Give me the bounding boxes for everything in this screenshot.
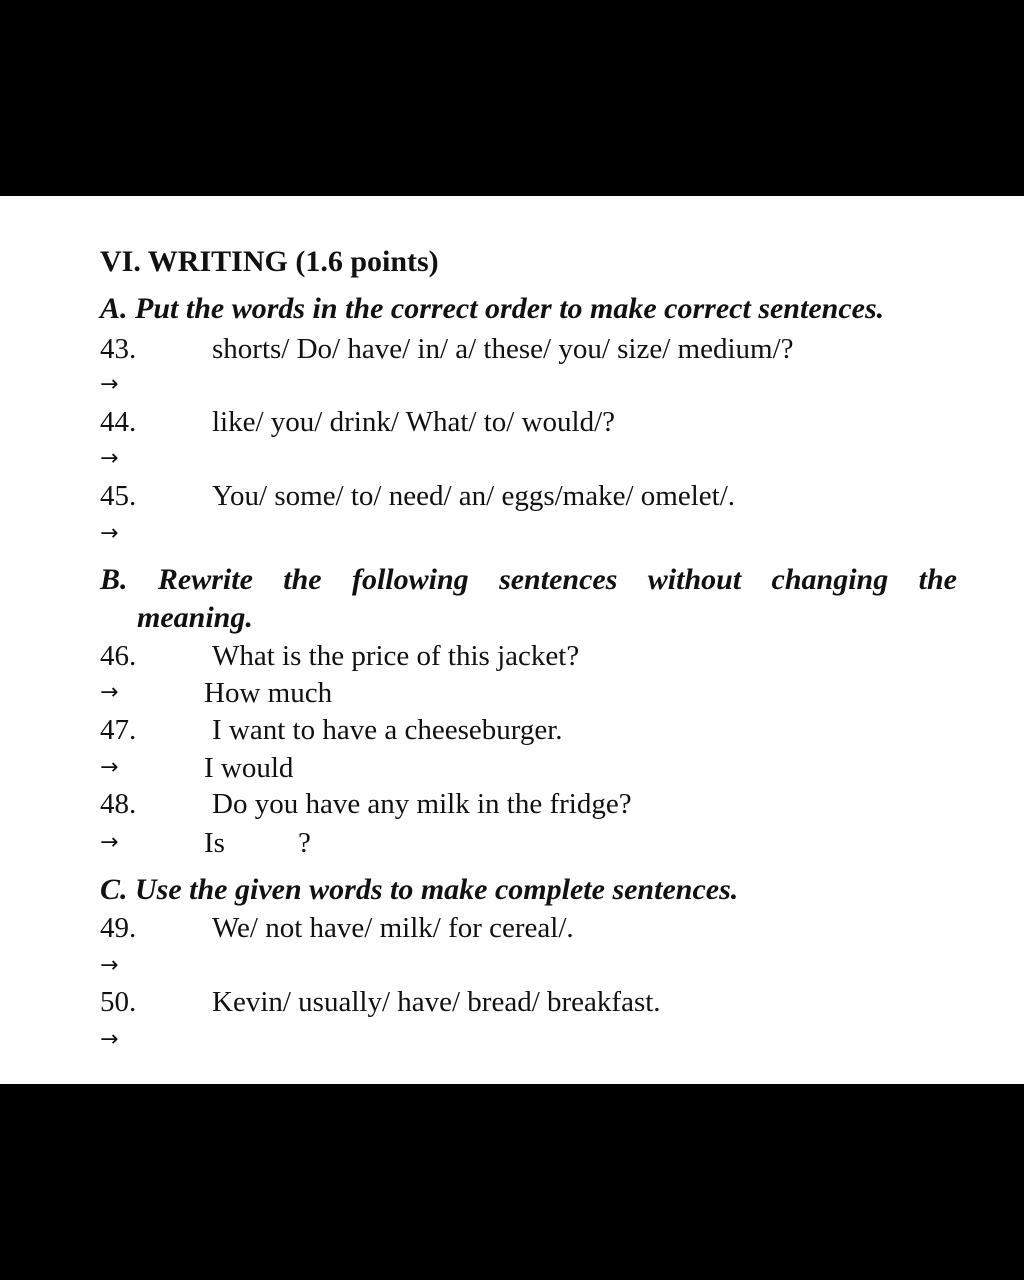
answer-arrow-44: → — [100, 446, 119, 471]
answer-arrow-49: → — [100, 953, 119, 978]
question-text-45: You/ some/ to/ need/ an/ eggs/make/ omelet/. — [212, 480, 736, 512]
question-number-44: 44. — [100, 406, 137, 438]
question-number-50: 50. — [100, 986, 137, 1018]
question-number-46: 46. — [100, 640, 137, 672]
answer-arrow-43: → — [100, 372, 119, 397]
section-b-title-word: B. — [100, 563, 128, 596]
answer-arrow-48: → — [100, 830, 119, 855]
answer-arrow-45: → — [100, 521, 119, 546]
answer-arrow-47: → — [100, 755, 119, 780]
section-a-title: A. Put the words in the correct order to make correct sentences. — [100, 292, 885, 325]
section-b-title-word: sentences — [499, 563, 618, 596]
question-number-47: 47. — [100, 714, 137, 746]
section-b-title-word: following — [351, 563, 469, 596]
section-b-title-line2: meaning. — [137, 601, 253, 634]
question-text-46: What is the price of this jacket? — [212, 640, 580, 672]
section-b-title-word: Rewrite — [157, 563, 253, 596]
question-number-43: 43. — [100, 333, 137, 365]
question-text-48: Do you have any milk in the fridge? — [212, 788, 632, 820]
question-text-50: Kevin/ usually/ have/ bread/ breakfast. — [212, 986, 661, 1018]
question-number-49: 49. — [100, 912, 137, 944]
answer-arrow-50: → — [100, 1027, 119, 1052]
worksheet-page — [0, 196, 1024, 1084]
answer-prompt-48-end: ? — [298, 827, 311, 859]
section-b-title-word: the — [283, 563, 322, 596]
section-c-title: C. Use the given words to make complete sentences. — [100, 873, 739, 906]
answer-prompt-48: Is — [204, 827, 225, 859]
section-b-title-word: changing — [771, 563, 889, 596]
answer-prompt-46: How much — [204, 677, 333, 709]
question-text-47: I want to have a cheeseburger. — [212, 714, 563, 746]
section-b-title — [100, 562, 957, 598]
section-heading: VI. WRITING (1.6 points) — [100, 245, 439, 278]
section-b-title-word: the — [918, 563, 957, 596]
section-b-title-word: without — [647, 563, 742, 596]
question-text-43: shorts/ Do/ have/ in/ a/ these/ you/ size/ medium/? — [212, 333, 794, 365]
question-number-48: 48. — [100, 788, 137, 820]
question-text-49: We/ not have/ milk/ for cereal/. — [212, 912, 574, 944]
question-text-44: like/ you/ drink/ What/ to/ would/? — [212, 406, 615, 438]
question-number-45: 45. — [100, 480, 137, 512]
answer-prompt-47: I would — [204, 752, 294, 784]
answer-arrow-46: → — [100, 680, 119, 705]
